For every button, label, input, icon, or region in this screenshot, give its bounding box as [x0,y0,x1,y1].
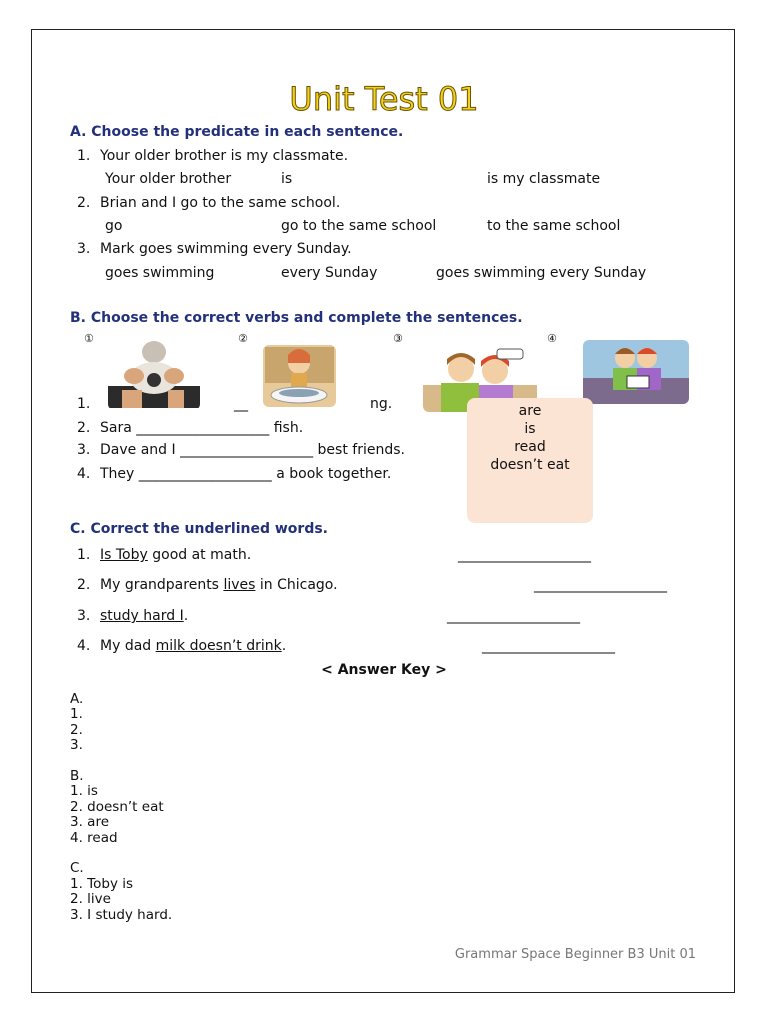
a1-num: 1. [77,148,91,164]
c1-num: 1. [77,547,91,563]
c3-underlined: study hard I [100,608,184,624]
b2-line [100,420,303,436]
marker-4: ④ [547,332,557,345]
b2-after: fish. [273,420,304,436]
c3-answer-blank[interactable]: ___________________ [447,608,580,624]
a2-sentence: Brian and I go to the same school. [100,195,341,211]
picture-weightlifting [108,340,200,410]
section-c-heading: C. Correct the underlined words. [70,521,328,537]
c3-num: 3. [77,608,91,624]
b1-blank-fragment[interactable]: __ [234,396,248,412]
answer-line: 3. I study hard. [70,906,173,923]
word-box-item: read [514,439,546,455]
page-title: Unit Test 01 [289,80,479,118]
b4-blank[interactable]: ___________________ [138,466,272,482]
answer-line: 1. is [70,783,98,800]
b4-after: a book together. [276,466,392,482]
c2-sentence: My grandparents lives in Chicago. [100,577,338,593]
b1-after: ng. [370,396,393,412]
b2-num: 2. [77,420,91,436]
c4-underlined: milk doesn’t drink [155,638,282,654]
marker-1: ① [84,332,94,345]
answer-line: 1. [70,706,83,723]
answer-line: 1. Toby is [70,875,134,892]
c4-answer-blank[interactable]: ___________________ [482,638,615,654]
b2-before: Sara [100,420,132,436]
b3-before: Dave and I [100,442,176,458]
a1-option-3[interactable]: is my classmate [487,171,601,187]
word-box [467,398,593,523]
answer-line: C. [70,860,84,877]
b1-num: 1. [77,396,91,412]
picture-kids-reading [583,340,689,404]
section-a-heading: A. Choose the predicate in each sentence. [70,124,404,140]
c1-sentence: Is Toby good at math. [100,547,252,563]
a2-option-3[interactable]: to the same school [487,218,621,234]
a3-option-3[interactable]: goes swimming every Sunday [436,265,647,281]
footer-note: Grammar Space Beginner B3 Unit 01 [454,947,696,962]
answer-line: A. [70,691,84,707]
answer-line: 2. doesn’t eat [70,798,164,815]
answer-line: 3. [70,737,83,754]
c1-answer-blank[interactable]: ___________________ [458,547,591,563]
a2-option-1[interactable]: go [105,218,123,234]
marker-2: ② [238,332,248,345]
c2-num: 2. [77,577,91,593]
c2-underlined: lives [223,577,256,593]
b3-num: 3. [77,442,91,458]
word-box-item: are [518,403,542,419]
b3-after: best friends. [317,442,405,458]
c1-underlined: Is Toby [100,547,148,563]
answer-line: 3. are [70,814,110,831]
answer-line: 2. [70,721,83,738]
c2-answer-blank[interactable]: ___________________ [534,577,667,593]
c4-sentence: My dad milk doesn’t drink. [100,638,287,654]
answer-line [70,754,172,769]
c3-sentence: study hard I. [100,608,189,624]
b3-line [100,442,405,458]
picture-girl-fish [263,345,336,407]
answer-line: 4. read [70,829,118,846]
a1-option-2[interactable]: is [281,171,293,187]
a3-option-1[interactable]: goes swimming [105,265,215,281]
a3-sentence: Mark goes swimming every Sunday. [100,241,352,257]
b4-num: 4. [77,466,91,482]
b3-blank[interactable]: ___________________ [180,442,314,458]
a2-num: 2. [77,195,91,211]
answer-key-heading: < Answer Key > [321,662,447,678]
a2-option-2[interactable]: go to the same school [281,218,437,234]
word-box-item: doesn’t eat [490,457,570,473]
section-b-heading: B. Choose the correct verbs and complete the sentences. [70,310,523,326]
b4-line [100,466,391,482]
answer-key-list [70,692,172,923]
c4-num: 4. [77,638,91,654]
answer-line [70,846,172,861]
answer-line: 2. live [70,891,111,908]
a1-sentence: Your older brother is my classmate. [100,148,349,164]
a3-option-2[interactable]: every Sunday [281,265,378,281]
marker-3: ③ [393,332,403,345]
b4-before: They [100,466,135,482]
a3-num: 3. [77,241,91,257]
word-box-item: is [524,421,536,437]
a1-option-1[interactable]: Your older brother [105,171,232,187]
b2-blank[interactable]: ___________________ [136,420,270,436]
answer-line: B. [70,768,84,785]
